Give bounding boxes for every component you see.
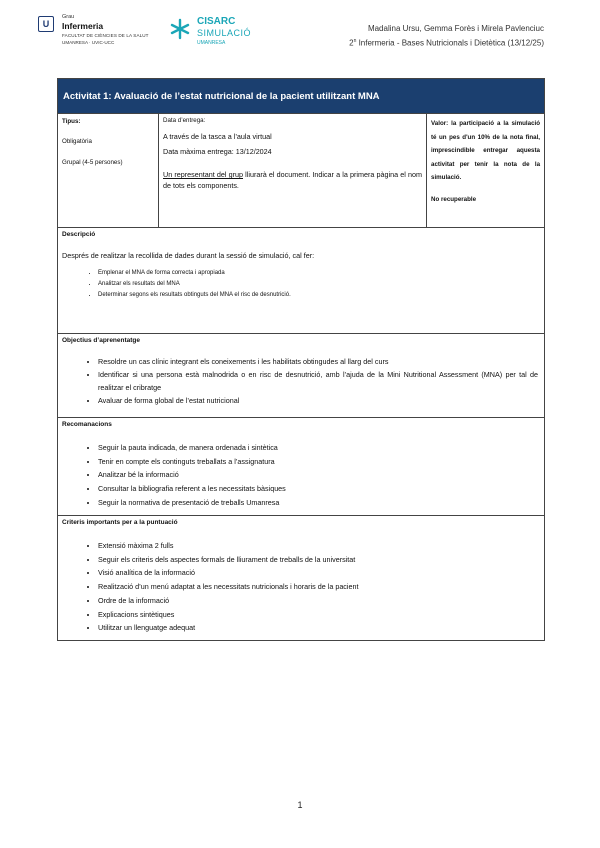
tipus-cell — [58, 114, 159, 228]
cisarc-star-icon — [169, 18, 191, 40]
recomanacions-label: Recomanacions — [62, 421, 112, 428]
criteris-label: Criteris importants per a la puntuació — [62, 519, 178, 526]
list-item: • Tenir en compte els continguts treballats a l’assignatura — [98, 455, 544, 469]
sim-logo-line1: CISARC — [197, 16, 236, 27]
list-item: • Ordre de la informació — [98, 594, 544, 608]
objectius-section — [58, 334, 545, 418]
logo-umanresa: UMANRESA · UVIC-UCC — [62, 40, 115, 45]
list-item: • Analitzar els resultats del MNA — [98, 279, 544, 290]
logo-grau: Grau — [62, 14, 75, 20]
list-item: • Explicacions sintètiques — [98, 608, 544, 622]
entrega-cell — [159, 114, 427, 228]
list-item: • Seguir els criteris dels aspectes formals de lliurament de treballs de la universitat — [98, 553, 544, 567]
objectius-label: Objectius d’aprenentatge — [62, 337, 141, 344]
tipus-grupal: Grupal (4-5 persones) — [62, 159, 123, 166]
list-item: • Determinar segons els resultats obtinguts del MNA el risc de desnutrició. — [98, 290, 544, 301]
entrega-label: Data d’entrega: — [163, 117, 206, 124]
tipus-label: Tipus: — [62, 118, 81, 125]
list-item: • Consultar la bibliografia referent a les necessitats bàsiques — [98, 482, 544, 496]
entrega-instructions: Un representant del grup lliurarà el document. Indicar a la primera pàgina el nom de tots els components. — [163, 170, 422, 190]
valor-text: Valor: la participació a la simulació té un pes d'un 10% de la nota final, imprescindible entregar aquesta activitat per tenir la nota de la simulació. — [431, 120, 541, 181]
list-item: • Visió analítica de la informació — [98, 566, 544, 580]
list-item: • Resoldre un cas clínic integrant els coneixements i les habilitats obtingudes al llarg del curs — [98, 355, 538, 368]
list-item: • Extensió màxima 2 fulls — [98, 539, 544, 553]
list-item: • Seguir la normativa de presentació de treballs Umanresa — [98, 496, 544, 510]
list-item: • Realització d’un menú adaptat a les necessitats nutricionals i horaris de la pacient — [98, 580, 544, 594]
objectius-list — [58, 355, 544, 407]
valor-cell — [427, 114, 545, 228]
descripcio-intro: Després de realitzar la recollida de dades durant la sessió de simulació, cal fer: — [62, 251, 315, 260]
sim-logo-line3: UMANRESA — [197, 40, 226, 46]
logo-title: Infermeria — [62, 21, 104, 31]
entrega-deadline: Data màxima entrega: 13/12/2024 — [163, 147, 272, 156]
descripcio-list — [58, 268, 544, 301]
logo-faculty: FACULTAT DE CIÈNCIES DE LA SALUT — [62, 33, 149, 38]
header-info — [349, 23, 544, 50]
page-header — [0, 0, 600, 70]
list-item: • Avaluar de forma global de l’estat nutricional — [98, 394, 538, 407]
tipus-value: Obligatòria — [62, 138, 92, 145]
activity-table — [57, 78, 545, 641]
sim-logo-line2: SIMULACIÓ — [197, 28, 252, 38]
header-course: 2$^n$ Infermeria - Bases Nutricionals i Dietètica (13/12/25) — [349, 38, 544, 48]
list-item: • Seguir la pauta indicada, de manera ordenada i sintètica — [98, 441, 544, 455]
criteris-section — [58, 516, 545, 641]
list-item: • Utilitzar un llenguatge adequat — [98, 621, 544, 635]
valor-no-recup: No recuperable — [431, 195, 477, 203]
activity-title: Activitat 1: Avaluació de l’estat nutricional de la pacient utilitzant MNA — [58, 79, 545, 114]
page-number: 1 — [297, 800, 303, 810]
criteris-list — [58, 539, 544, 635]
list-item: • Identificar si una persona està malnodrida o en risc de desnutrició, amb l’ajuda de la Mini Nutritional Assessment (MNA) per tal de realitzar el cribratge — [98, 368, 538, 394]
descripcio-section — [58, 228, 545, 334]
recomanacions-list — [58, 441, 544, 510]
list-item: • Emplenar el MNA de forma correcta i apropiada — [98, 268, 544, 279]
list-item: • Analitzar bé la informació — [98, 468, 544, 482]
umanresa-logo-icon: U — [38, 16, 54, 32]
header-authors: Madalina Ursu, Gemma Forès i Mirela Pavlenciuc — [367, 24, 544, 33]
entrega-line1: A través de la tasca a l’aula virtual — [163, 132, 272, 141]
descripcio-label: Descripció — [62, 231, 96, 238]
recomanacions-section — [58, 418, 545, 516]
